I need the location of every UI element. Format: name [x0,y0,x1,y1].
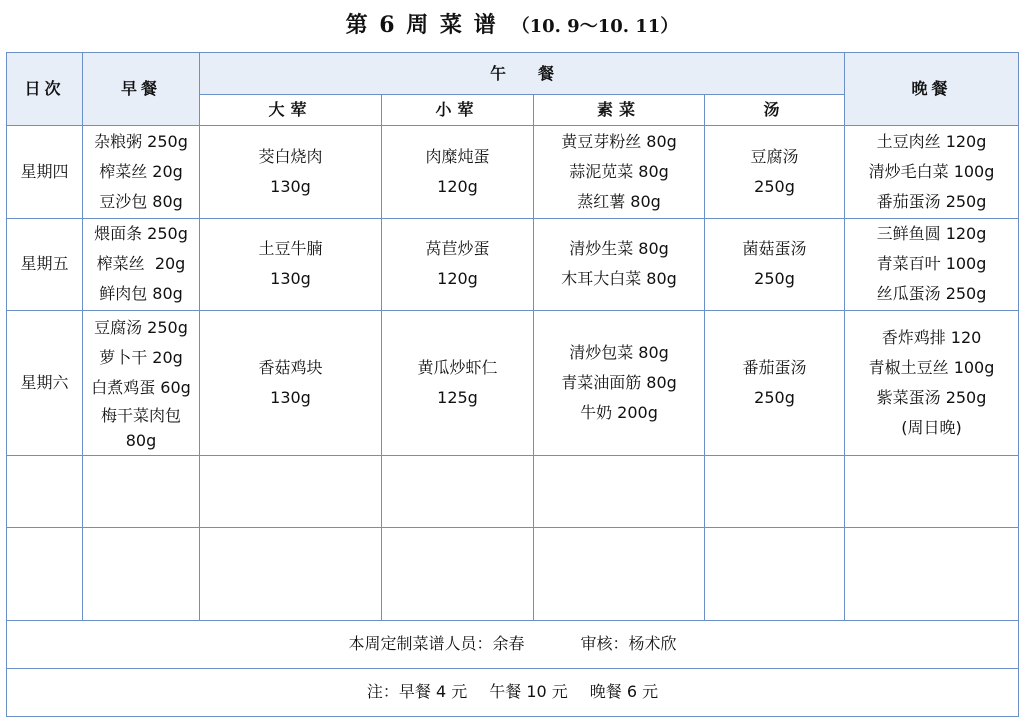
table-row [7,311,1019,456]
dish: 清炒生菜 80g [569,239,669,259]
breakfast-cell [83,218,200,310]
dish: 清炒毛白菜 100g [868,162,995,182]
dish: 杂粮粥 250g [94,132,188,152]
vegetable-cell [534,126,705,218]
header-breakfast: 早餐 [83,53,200,126]
price-note-row [7,668,1019,716]
dish-weight: 250g [754,269,795,289]
dish-weight: 120g [437,177,478,197]
table-row [7,126,1019,218]
empty-cell [200,528,382,620]
note-label: 注： [366,682,399,702]
empty-cell [7,455,83,527]
dish: 萝卜干 20g [99,347,183,367]
date-range: （10. 9～10. 11） [511,16,679,37]
dish-weight: 130g [270,177,311,197]
header-side-meat: 小荤 [382,95,534,126]
empty-cell [705,528,845,620]
dish: 肉糜炖蛋 [425,147,490,167]
empty-cell [200,455,382,527]
empty-cell [382,528,534,620]
vegetable-cell [534,218,705,310]
dish: 青椒土豆丝 100g [868,357,995,377]
empty-cell [534,455,705,527]
dish: 土豆肉丝 120g [876,132,987,152]
price-breakfast: 早餐 4 元 [398,682,468,702]
dish: 香炸鸡排 120 [881,327,982,347]
dish: 榨菜丝 20g [99,162,183,182]
empty-cell [845,528,1019,620]
dinner-cell [845,218,1019,310]
dish: 鲜肉包 80g [99,284,183,304]
empty-row [7,455,1019,527]
dish-weight: 130g [270,387,311,407]
dish: 牛奶 200g [580,402,658,422]
dish-weight: 80g [125,430,157,450]
dish: 豆腐汤 [750,147,799,167]
soup-cell [705,126,845,218]
dish-weight: 130g [270,269,311,289]
dish: 茭白烧肉 [258,147,323,167]
dish: 梅干菜肉包 [100,405,181,425]
table-row [7,218,1019,310]
page-title [0,8,1024,39]
dish: 清炒包菜 80g [569,342,669,362]
dish-weight: 125g [437,387,478,407]
dish: 榨菜丝 20g [96,254,186,274]
dish: 煨面条 250g [94,224,188,244]
dish: 番茄蛋汤 [742,357,807,377]
dish-weight: 120g [437,269,478,289]
dish: 紫菜蛋汤 250g [876,387,987,407]
menu-title: 第 6 周 菜 谱 [345,12,498,38]
day-cell: 星期五 [7,218,83,310]
dish-weight: 250g [754,177,795,197]
dish: 黄豆芽粉丝 80g [561,132,677,152]
planner-label: 本周定制菜谱人员： [348,634,493,654]
dinner-cell [845,126,1019,218]
header-main-meat: 大荤 [200,95,382,126]
header-vegetable: 素菜 [534,95,705,126]
reviewer-label: 审核： [580,634,629,654]
header-day: 日次 [7,53,83,126]
empty-cell [534,528,705,620]
dish: 香菇鸡块 [258,357,323,377]
dish: 菌菇蛋汤 [742,239,807,259]
empty-cell [705,455,845,527]
price-dinner: 晚餐 6 元 [589,682,659,702]
dish: 番茄蛋汤 250g [876,192,987,212]
planner-name: 余春 [492,634,525,654]
breakfast-cell [83,126,200,218]
dish: 黄瓜炒虾仁 [417,357,498,377]
reviewer-name: 杨术欣 [628,634,677,654]
dish: 三鲜鱼圆 120g [876,224,987,244]
dinner-cell [845,311,1019,456]
dish: 丝瓜蛋汤 250g [876,284,987,304]
main-meat-cell [200,126,382,218]
dish: 蒜泥苋菜 80g [569,162,669,182]
dish: 豆沙包 80g [99,192,183,212]
dish: 豆腐汤 250g [94,317,188,337]
planner-row [7,620,1019,668]
empty-row [7,528,1019,620]
soup-cell [705,218,845,310]
empty-cell [7,528,83,620]
side-meat-cell [382,126,534,218]
dish-weight: 250g [754,387,795,407]
menu-table [6,52,1019,717]
header-soup: 汤 [705,95,845,126]
dish: 土豆牛腩 [258,239,323,259]
empty-cell [845,455,1019,527]
day-cell: 星期六 [7,311,83,456]
empty-cell [83,455,200,527]
dish: 莴苣炒蛋 [425,239,490,259]
dish: 青菜油面筋 80g [561,372,677,392]
header-lunch: 午 餐 [200,53,845,95]
dish: 木耳大白菜 80g [561,269,677,289]
side-meat-cell [382,218,534,310]
breakfast-cell [83,311,200,456]
header-dinner: 晚餐 [845,53,1019,126]
vegetable-cell [534,311,705,456]
empty-cell [83,528,200,620]
empty-cell [382,455,534,527]
soup-cell [705,311,845,456]
dish: 青菜百叶 100g [876,254,987,274]
dinner-note: (周日晚) [901,417,962,437]
price-lunch: 午餐 10 元 [489,682,568,702]
dish: 蒸红薯 80g [577,192,661,212]
day-cell: 星期四 [7,126,83,218]
main-meat-cell [200,218,382,310]
main-meat-cell [200,311,382,456]
dish: 白煮鸡蛋 60g [91,377,191,397]
side-meat-cell [382,311,534,456]
